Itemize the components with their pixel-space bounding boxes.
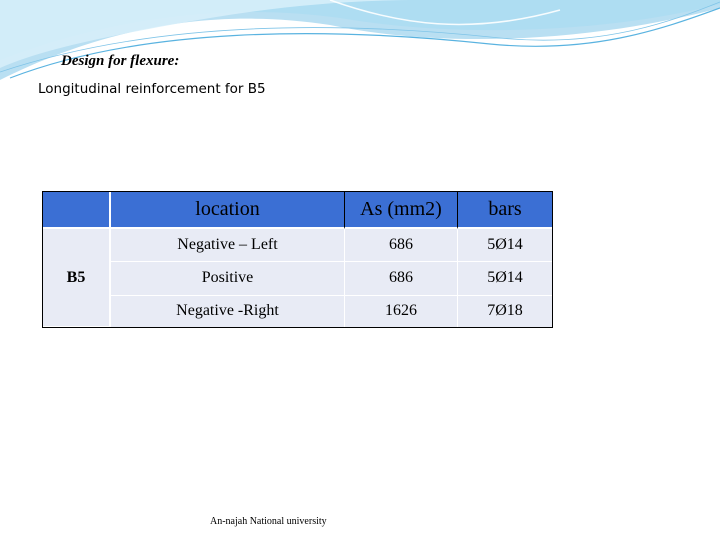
- row-label-b5: B5: [43, 229, 111, 327]
- slide-subheading: Longitudinal reinforcement for B5: [38, 81, 266, 97]
- table-row: [43, 229, 552, 262]
- header-cell-location: location: [111, 192, 345, 229]
- cell-location: Negative – Left: [111, 229, 345, 262]
- header-cell-bars: bars: [458, 192, 552, 229]
- cell-bars: 7Ø18: [458, 296, 552, 328]
- reinforcement-table-frame: [42, 191, 553, 328]
- cell-location: Negative -Right: [111, 296, 345, 328]
- cell-as: 1626: [345, 296, 458, 328]
- table-row: [43, 296, 552, 328]
- cell-as: 686: [345, 229, 458, 262]
- cell-bars: 5Ø14: [458, 262, 552, 295]
- cell-as: 686: [345, 262, 458, 295]
- cell-location: Positive: [111, 262, 345, 295]
- header-cell-blank: [43, 192, 111, 229]
- cell-bars: 5Ø14: [458, 229, 552, 262]
- footer-university-name: An-najah National university: [210, 516, 327, 527]
- reinforcement-table: [43, 192, 552, 327]
- table-header-row: [43, 192, 552, 229]
- slide-heading: Design for flexure:: [61, 53, 180, 69]
- header-cell-as: As (mm2): [345, 192, 458, 229]
- table-row: [43, 262, 552, 295]
